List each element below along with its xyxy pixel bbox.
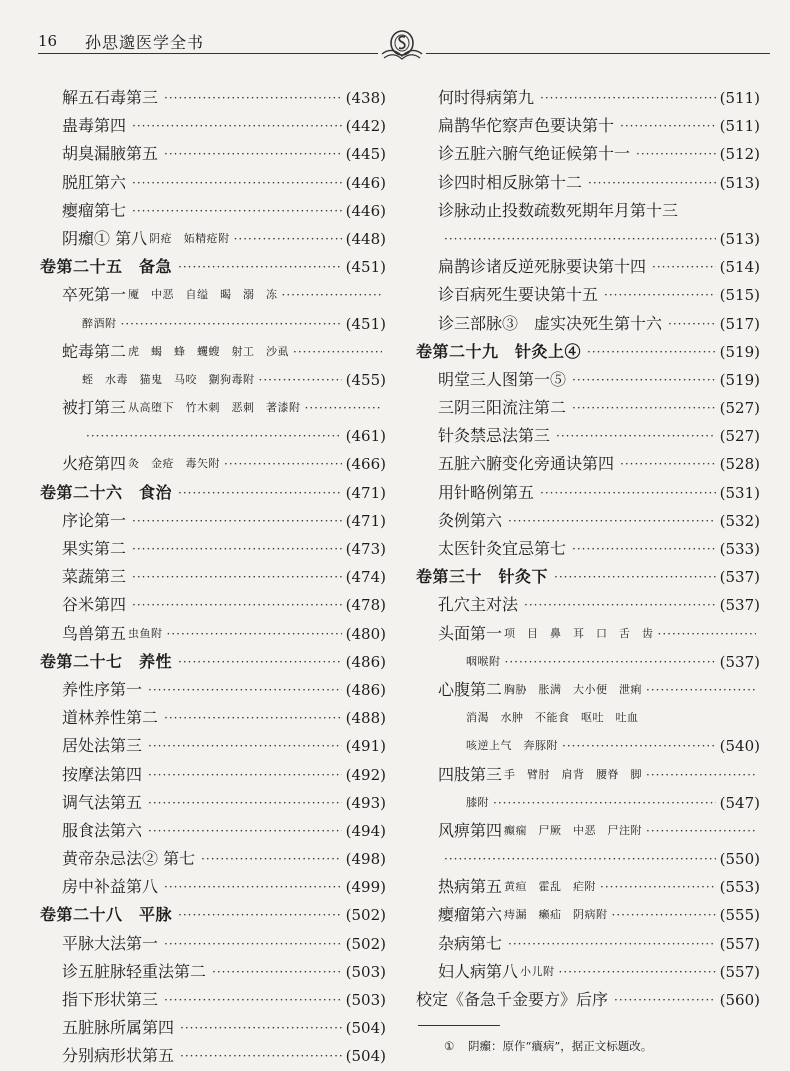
toc-page-number: (504) [345,1047,386,1066]
toc-entry [40,1042,386,1070]
toc-entry-subtitle: 从高堕下 竹木刺 恶刺 著漆附 [128,401,301,415]
toc-entry-title: 瘿瘤第七 [62,200,127,220]
toc-page-number: (527) [719,427,760,446]
toc-page-number: (560) [719,991,760,1009]
toc-volume-heading: 卷第二十七 养性 [40,651,173,671]
toc-entry-title: 鸟兽第五 [62,623,127,643]
toc-page-number: (540) [719,737,760,756]
toc-entry-title: 果实第二 [62,539,127,558]
toc-dot-leader [305,394,382,422]
toc-entry [40,479,386,507]
toc-dot-leader [508,930,716,958]
toc-page-number: (503) [345,991,386,1009]
toc-entry-title: 瘿瘤第六 [438,905,503,925]
toc-entry-title: 调气法第五 [62,792,143,812]
toc-entry [40,450,386,478]
toc-entry-title: 菜蔬第三 [62,567,127,587]
toc-entry [416,591,760,619]
toc-entry-title: 蛊毒第四 [62,116,127,136]
toc-entry [416,281,760,309]
toc-entry-subtitle: 灸 金疮 毒矢附 [128,457,221,471]
toc-dot-leader [132,591,342,619]
toc-page-number: (502) [345,934,386,953]
toc-page-number: (502) [345,906,386,925]
toc-volume-heading: 卷第三十 针灸下 [416,567,549,587]
toc-entry [416,789,760,817]
toc-dot-leader [86,422,342,450]
toc-dot-leader [164,84,342,112]
toc-entry [416,225,760,253]
toc-entry-title: 扁鹊华佗察声色要诀第十 [438,116,615,136]
toc-entry-subtitle: 咽喉附 [466,654,501,668]
toc-entry [416,535,760,563]
toc-volume-heading: 卷第二十五 备急 [40,257,173,277]
toc-dot-leader [167,620,342,648]
toc-entry-title: 用针略例第五 [438,482,535,502]
toc-dot-leader [588,169,716,197]
toc-dot-leader [562,732,716,760]
toc-dot-leader [180,1042,342,1070]
toc-entry-subtitle: 阴疮 妬精疮附 [149,231,230,245]
toc-entry-subtitle: 小儿附 [520,964,555,978]
toc-page-number: (513) [719,229,760,248]
toc-entry [40,310,386,338]
page-header [0,0,790,60]
toc-dot-leader [132,197,342,225]
toc-entry-title: 五脏脉所属第四 [62,1018,175,1038]
toc-entry-subtitle: 项 目 鼻 耳 口 舌 齿 [504,626,654,640]
toc-entry [40,930,386,958]
toc-entry [416,901,760,929]
toc-entry [40,535,386,563]
toc-dot-leader [636,140,716,168]
toc-page-number: (503) [345,962,386,981]
toc-entry [40,591,386,619]
toc-dot-leader [148,676,342,704]
toc-page-number: (553) [719,878,760,897]
toc-entry-title: 黄帝杂忌法② 第七 [62,849,196,869]
toc-entry [416,620,760,648]
toc-page-number: (446) [345,173,386,192]
toc-entry [416,338,760,366]
toc-dot-leader [444,845,716,873]
toc-entry-title: 指下形状第三 [62,990,159,1009]
toc-dot-leader [148,761,342,789]
toc-entry-title: 阴㿗① 第八 [62,228,148,248]
toc-entry [416,986,760,1014]
toc-entry-title: 五脏六腑变化旁通诀第四 [438,454,615,474]
toc-dot-leader [148,817,342,845]
toc-dot-leader [556,422,716,450]
toc-page-number: (537) [719,568,760,587]
toc-entry-subtitle: 醉酒附 [82,316,117,330]
toc-entry [40,958,386,986]
toc-entry [416,817,760,845]
toc-page-number: (491) [345,737,386,756]
toc-dot-leader [572,366,716,394]
publisher-logo-icon [378,26,426,62]
toc-entry-subtitle: 虎 蝎 蜂 蠼螋 射工 沙虱 [128,344,290,358]
toc-entry [40,225,386,253]
toc-entry [416,310,760,338]
toc-page-number: (473) [345,540,386,558]
toc-entry-title: 养性序第一 [62,679,143,699]
toc-dot-leader [234,225,342,253]
toc-entry-title: 妇人病第八 [438,961,519,981]
toc-entry-title: 胡臭漏腋第五 [62,144,159,164]
toc-page-number: (504) [345,1019,386,1038]
toc-volume-heading: 卷第二十六 食治 [40,482,173,502]
toc-page-number: (461) [345,427,386,446]
toc-dot-leader [572,535,716,563]
toc-dot-leader [646,817,756,845]
toc-page-number: (445) [345,145,386,164]
toc-entry [416,253,760,281]
toc-entry-title: 杂病第七 [438,933,503,953]
toc-page-number: (555) [719,906,760,925]
toc-dot-leader [180,1014,342,1042]
toc-entry-title: 道林养性第二 [62,708,159,728]
toc-dot-leader [493,789,716,817]
toc-entry-subtitle: 咳逆上气 奔豚附 [466,739,558,753]
toc-entry [416,479,760,507]
toc-entry [40,845,386,873]
toc-entry-title: 分别病形状第五 [62,1046,175,1066]
toc-page-number: (519) [719,342,760,361]
toc-page-number: (486) [345,652,386,671]
toc-dot-leader [587,338,716,366]
toc-page-number: (451) [345,258,386,277]
toc-page-number: (557) [719,934,760,953]
toc-dot-leader [178,479,342,507]
toc-entry [416,648,760,676]
toc-entry [416,84,760,112]
toc-page-number: (512) [719,145,760,164]
toc-entry [40,1014,386,1042]
toc-entry [416,112,760,140]
toc-dot-leader [600,873,716,901]
toc-page-number: (471) [345,511,386,530]
toc-dot-leader [293,338,382,366]
toc-entry-title: 扁鹊诊诸反逆死脉要诀第十四 [438,257,647,277]
toc-dot-leader [132,535,342,563]
toc-right-column [416,84,760,1014]
toc-entry-title: 何时得病第九 [438,88,535,107]
toc-page-number: (511) [719,117,760,136]
toc-dot-leader [652,253,716,281]
toc-entry-title: 孔穴主对法 [438,595,519,615]
toc-dot-leader [505,648,716,676]
toc-entry-title: 火疮第四 [62,454,127,474]
toc-dot-leader [164,704,342,732]
toc-entry [40,366,386,394]
toc-entry-title: 被打第三 [62,398,127,418]
toc-entry [416,169,760,197]
toc-entry [416,704,760,732]
toc-entry-title: 居处法第三 [62,736,143,756]
toc-page-number: (537) [719,596,760,615]
toc-page-number: (486) [345,680,386,699]
toc-entry-title: 头面第一 [438,623,503,643]
toc-entry-title: 房中补益第八 [62,877,159,897]
toc-entry [40,563,386,591]
toc-entry-title: 蛇毒第二 [62,341,127,361]
toc-left-column [40,84,386,1071]
toc-dot-leader [178,648,342,676]
toc-dot-leader [282,281,382,309]
toc-dot-leader [604,281,716,309]
toc-entry-title: 灸例第六 [438,510,503,530]
toc-entry-title: 平脉大法第一 [62,933,159,953]
toc-entry [40,253,386,281]
toc-dot-leader [646,761,756,789]
toc-entry [40,873,386,901]
toc-entry [416,732,760,760]
toc-entry [416,845,760,873]
toc-entry-title: 诊五脏六腑气绝证候第十一 [438,144,631,164]
toc-entry [40,648,386,676]
toc-entry-title: 按摩法第四 [62,764,143,784]
toc-page-number: (519) [719,370,760,389]
toc-entry-title: 明堂三人图第一⑤ [438,369,567,389]
toc-page-number: (488) [345,709,386,728]
toc-page-number: (557) [719,962,760,981]
toc-entry [40,901,386,929]
toc-page-number: (527) [719,399,760,418]
toc-dot-leader [620,112,716,140]
toc-page-number: (474) [345,568,386,587]
book-title: 孙思邈医学全书 [85,33,205,52]
toc-entry [416,873,760,901]
toc-entry-subtitle: 痔漏 癞疝 阴病附 [504,908,608,922]
toc-entry-title: 诊四时相反脉第十二 [438,172,583,192]
toc-entry [40,112,386,140]
toc-dot-leader [148,732,342,760]
page-number: 16 [38,32,58,50]
toc-page-number: (446) [345,201,386,220]
toc-entry [40,704,386,732]
toc-entry-title: 诊五脏脉轻重法第二 [62,961,207,981]
toc-dot-leader [612,901,716,929]
toc-dot-leader [559,958,716,986]
toc-page-number: (533) [719,540,760,558]
toc-dot-leader [201,845,342,873]
toc-dot-leader [540,84,716,112]
footnote [444,1038,652,1054]
toc-entry [40,789,386,817]
toc-entry-title: 诊百病死生要诀第十五 [438,285,599,305]
toc-page-number: (455) [345,370,386,389]
footnote-marker: ① [444,1039,455,1053]
toc-dot-leader [572,394,716,422]
toc-entry-title: 校定《备急千金要方》后序 [416,990,609,1009]
toc-entry-subtitle: 消渴 水肿 不能食 呕吐 吐血 [466,711,639,725]
toc-page-number: (517) [719,314,760,333]
toc-page-number: (442) [345,117,386,136]
toc-entry [416,676,760,704]
toc-entry [40,338,386,366]
toc-entry [416,422,760,450]
toc-entry [40,732,386,760]
toc-dot-leader [178,253,342,281]
toc-entry-title: 脱肛第六 [62,172,127,192]
toc-entry-subtitle: 蛭 水毒 猫鬼 马咬 猘狗毒附 [82,372,255,386]
toc-page-number: (547) [719,793,760,812]
toc-page-number: (480) [345,624,386,643]
toc-entry-title: 心腹第二 [438,679,503,699]
toc-page-number: (492) [345,765,386,784]
toc-dot-leader [614,986,716,1014]
toc-page-number: (514) [719,258,760,277]
toc-dot-leader [164,986,342,1014]
toc-page-number: (550) [719,850,760,869]
toc-page-number: (513) [719,173,760,192]
toc-entry-title: 三阴三阳流注第二 [438,398,567,418]
toc-entry [416,394,760,422]
toc-entry-subtitle: 手 臂肘 肩背 腰脊 脚 [504,767,643,781]
toc-entry-title: 解五石毒第三 [62,88,159,107]
toc-dot-leader [121,310,342,338]
toc-entry [416,958,760,986]
toc-volume-heading: 卷第二十九 针灸上④ [416,341,582,361]
toc-entry-title: 风痹第四 [438,820,503,840]
toc-entry [416,563,760,591]
toc-dot-leader [259,366,342,394]
toc-page-number: (531) [719,483,760,502]
toc-entry [416,761,760,789]
toc-entry-title: 谷米第四 [62,595,127,615]
toc-page-number: (493) [345,793,386,812]
toc-dot-leader [164,873,342,901]
footnote-text: 阴㿗：原作“㿉病”，据正文标题改。 [467,1039,653,1053]
toc-page-number: (511) [719,89,760,107]
toc-entry [40,197,386,225]
toc-dot-leader [554,563,716,591]
toc-entry [416,930,760,958]
toc-page-number: (528) [719,455,760,474]
toc-entry-title: 卒死第一 [62,285,127,305]
toc-dot-leader [540,479,716,507]
toc-entry [40,281,386,309]
toc-dot-leader [224,450,342,478]
toc-entry [416,450,760,478]
toc-entry [40,140,386,168]
toc-entry [40,986,386,1014]
toc-entry [40,422,386,450]
toc-entry [40,620,386,648]
toc-page-number: (448) [345,229,386,248]
toc-entry-subtitle: 魇 中恶 自缢 暍 溺 冻 [128,288,278,302]
toc-entry [416,366,760,394]
toc-dot-leader [178,901,342,929]
toc-page-number: (466) [345,455,386,474]
toc-entry [40,817,386,845]
toc-dot-leader [524,591,716,619]
toc-entry [40,394,386,422]
toc-dot-leader [668,310,716,338]
toc-entry-title: 序论第一 [62,510,127,530]
toc-dot-leader [444,225,716,253]
toc-entry-title: 诊三部脉③ 虚实决死生第十六 [438,313,663,333]
toc-dot-leader [132,112,342,140]
toc-dot-leader [658,620,756,648]
toc-entry-subtitle: 虫鱼附 [128,626,163,640]
toc-entry-title: 针灸禁忌法第三 [438,426,551,446]
toc-entry-title: 诊脉动止投数疏数死期年月第十三 [438,200,679,220]
toc-page-number: (498) [345,850,386,869]
toc-entry [416,197,760,225]
toc-page-number: (451) [345,314,386,333]
toc-dot-leader [148,789,342,817]
toc-page-number: (438) [345,89,386,107]
toc-entry [40,676,386,704]
toc-page-number: (478) [345,596,386,615]
toc-dot-leader [164,930,342,958]
toc-dot-leader [132,169,342,197]
toc-page-number: (494) [345,821,386,840]
toc-entry [40,507,386,535]
toc-entry-subtitle: 黄疸 霍乱 疟附 [504,880,597,894]
toc-entry-subtitle: 胸胁 胀满 大小便 泄痢 [504,682,643,696]
toc-dot-leader [132,563,342,591]
toc-page-number: (499) [345,878,386,897]
toc-volume-heading: 卷第二十八 平脉 [40,905,173,925]
toc-entry-title: 太医针灸宜忌第七 [438,539,567,558]
toc-page-number: (532) [719,511,760,530]
toc-page-number: (537) [719,652,760,671]
toc-entry-subtitle: 膝附 [466,795,489,809]
toc-dot-leader [620,450,716,478]
toc-entry [416,507,760,535]
toc-entry-title: 四肢第三 [438,764,503,784]
toc-entry [40,84,386,112]
toc-dot-leader [646,676,756,704]
toc-entry [40,169,386,197]
toc-dot-leader [132,507,342,535]
footnote-rule [418,1025,500,1026]
toc-dot-leader [212,958,342,986]
toc-page-number: (471) [345,483,386,502]
toc-page-number: (515) [719,286,760,305]
toc-dot-leader [164,140,342,168]
toc-entry [416,140,760,168]
toc-entry-title: 服食法第六 [62,820,143,840]
toc-entry [40,761,386,789]
toc-entry-title: 热病第五 [438,877,503,897]
toc-entry-subtitle: 癫痫 尸厥 中恶 尸注附 [504,823,643,837]
toc-dot-leader [508,507,716,535]
